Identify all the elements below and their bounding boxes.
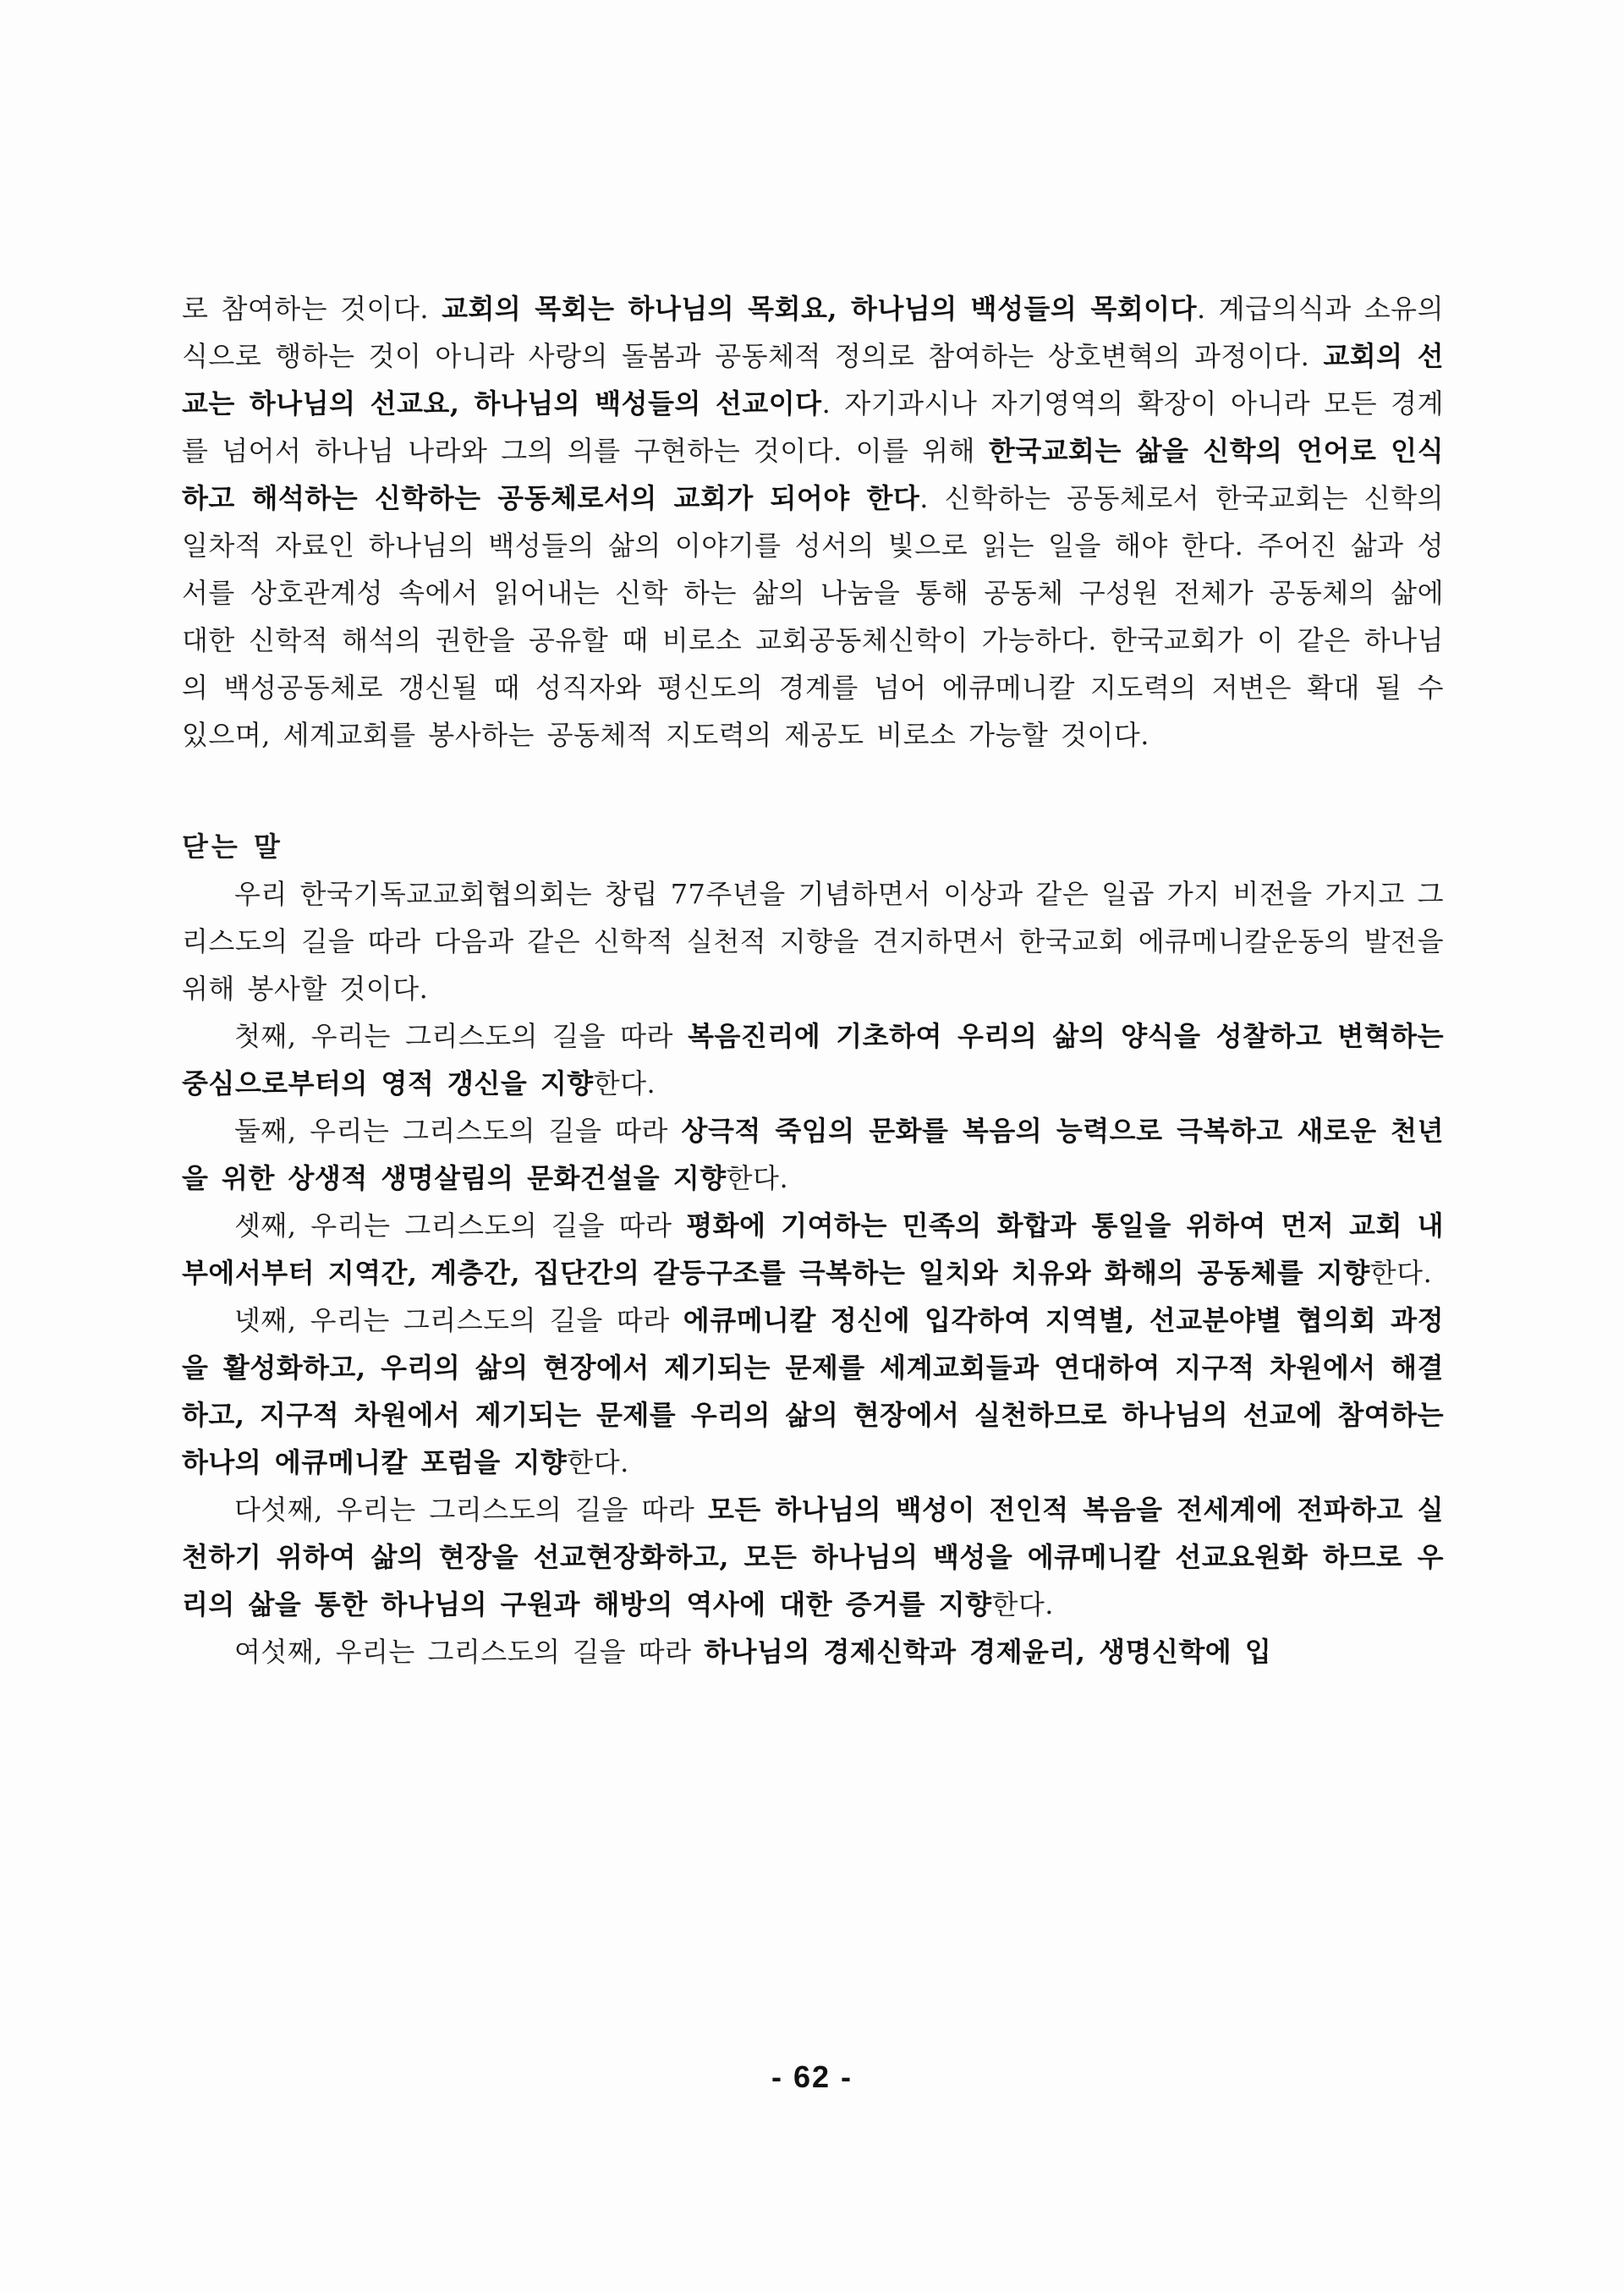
item-emphasis: 상극적 죽임의 문화를 복음의 능력으로 극복하고 새로운 천년을 위한 상생적 생명살림의 문화건설을 지향 <box>182 1115 1444 1194</box>
closing-item-5 <box>182 1486 1444 1628</box>
intro-text-1: 로 참여하는 것이다. <box>182 293 442 325</box>
closing-item-3 <box>182 1202 1444 1297</box>
item-lead: 넷째, 우리는 그리스도의 길을 따라 <box>234 1304 683 1336</box>
item-tail: 한다. <box>567 1446 629 1478</box>
closing-item-1 <box>182 1012 1444 1107</box>
intro-emphasis-2: 교회의 선교는 하나님의 선교요, 하나님의 백성들의 선교이다 <box>182 340 1444 419</box>
closing-item-6 <box>182 1628 1444 1675</box>
closing-item-2 <box>182 1107 1444 1202</box>
intro-emphasis-3: 한국교회는 삶을 신학의 언어로 인식하고 해석하는 신학하는 공동체로서의 교회가 되어야 한다 <box>182 435 1444 514</box>
closing-item-4 <box>182 1297 1444 1486</box>
item-lead: 둘째, 우리는 그리스도의 길을 따라 <box>234 1115 682 1147</box>
item-emphasis: 평화에 기여하는 민족의 화합과 통일을 위하여 먼저 교회 내부에서부터 지역간, 계층간, 집단간의 갈등구조를 극복하는 일치와 치유와 화해의 공동체를 지향 <box>182 1209 1445 1289</box>
closing-intro-paragraph: 우리 한국기독교교회협의회는 창립 77주년을 기념하면서 이상과 같은 일곱 가지 비전을 가지고 그리스도의 길을 따라 다음과 같은 신학적 실천적 지향을 견지하면서 한국교회 에큐메니칼운동의 발전을 위해 봉사할 것이다. <box>182 878 1444 1005</box>
page-number: - 62 - <box>771 2059 853 2094</box>
item-emphasis: 모든 하나님의 백성이 전인적 복음을 전세계에 전파하고 실천하기 위하여 삶의 현장을 선교현장화하고, 모든 하나님의 백성을 에큐메니칼 선교요원화 하므로 우리의 삶을 통한 하나님의 구원과 해방의 역사에 대한 증거를 지향 <box>182 1494 1444 1620</box>
item-tail: 한다. <box>991 1588 1054 1620</box>
intro-paragraph <box>182 285 1444 759</box>
item-tail: 한다. <box>726 1162 789 1194</box>
item-lead: 여섯째, 우리는 그리스도의 길을 따라 <box>234 1636 705 1668</box>
page-content <box>182 285 1444 1675</box>
item-emphasis: 에큐메니칼 정신에 입각하여 지역별, 선교분야별 협의회 과정을 활성화하고, 우리의 삶의 현장에서 제기되는 문제를 세계교회들과 연대하여 지구적 차원에서 해결하고, 지구적 차원에서 제기되는 문제를 우리의 삶의 현장에서 실천하므로 하나님의 선교에 참여하는 하나의 에큐메니칼 포럼을 지향 <box>182 1304 1444 1478</box>
item-emphasis: 복음진리에 기초하여 우리의 삶의 양식을 성찰하고 변혁하는 중심으로부터의 영적 갱신을 지향 <box>182 1020 1444 1099</box>
item-tail: 한다. <box>593 1067 656 1099</box>
item-lead: 셋째, 우리는 그리스도의 길을 따라 <box>234 1209 687 1242</box>
item-lead: 첫째, 우리는 그리스도의 길을 따라 <box>234 1020 689 1052</box>
intro-text-3: . 자기과시나 자기영역의 확장이 아니라 모든 경계를 넘어서 하나님 나라와 그의 의를 구현하는 것이다. 이를 위해 <box>182 387 1445 467</box>
item-tail: 한다. <box>1369 1257 1433 1289</box>
intro-text-2: . 계급의식과 소유의식으로 행하는 것이 아니라 사랑의 돌봄과 공동체적 정의로 참여하는 상호변혁의 과정이다. <box>182 293 1445 372</box>
section-heading: 닫는 말 <box>182 831 283 863</box>
item-emphasis: 하나님의 경제신학과 경제윤리, 생명신학에 입 <box>704 1636 1272 1668</box>
intro-text-4: . 신학하는 공동체로서 한국교회는 신학의 일차적 자료인 하나님의 백성들의 삶의 이야기를 성서의 빛으로 읽는 일을 해야 한다. 주어진 삶과 성서를 상호관계성 속에서 읽어내는 신학 하는 삶의 나눔을 통해 공동체 구성원 전체가 공동체의 삶에 대한 신학적 해석의 권한을 공유할 때 비로소 교회공동체신학이 가능하다. 한국교회가 이 같은 하나님의 백성공동체로 갱신될 때 성직자와 평신도의 경계를 넘어 에큐메니칼 지도력의 저변은 확대 될 수 있으며, 세계교회를 봉사하는 공동체적 지도력의 제공도 비로소 가능할 것이다. <box>182 482 1445 751</box>
intro-emphasis-1: 교회의 목회는 하나님의 목회요, 하나님의 백성들의 목회이다 <box>442 293 1197 325</box>
item-lead: 다섯째, 우리는 그리스도의 길을 따라 <box>234 1494 708 1526</box>
